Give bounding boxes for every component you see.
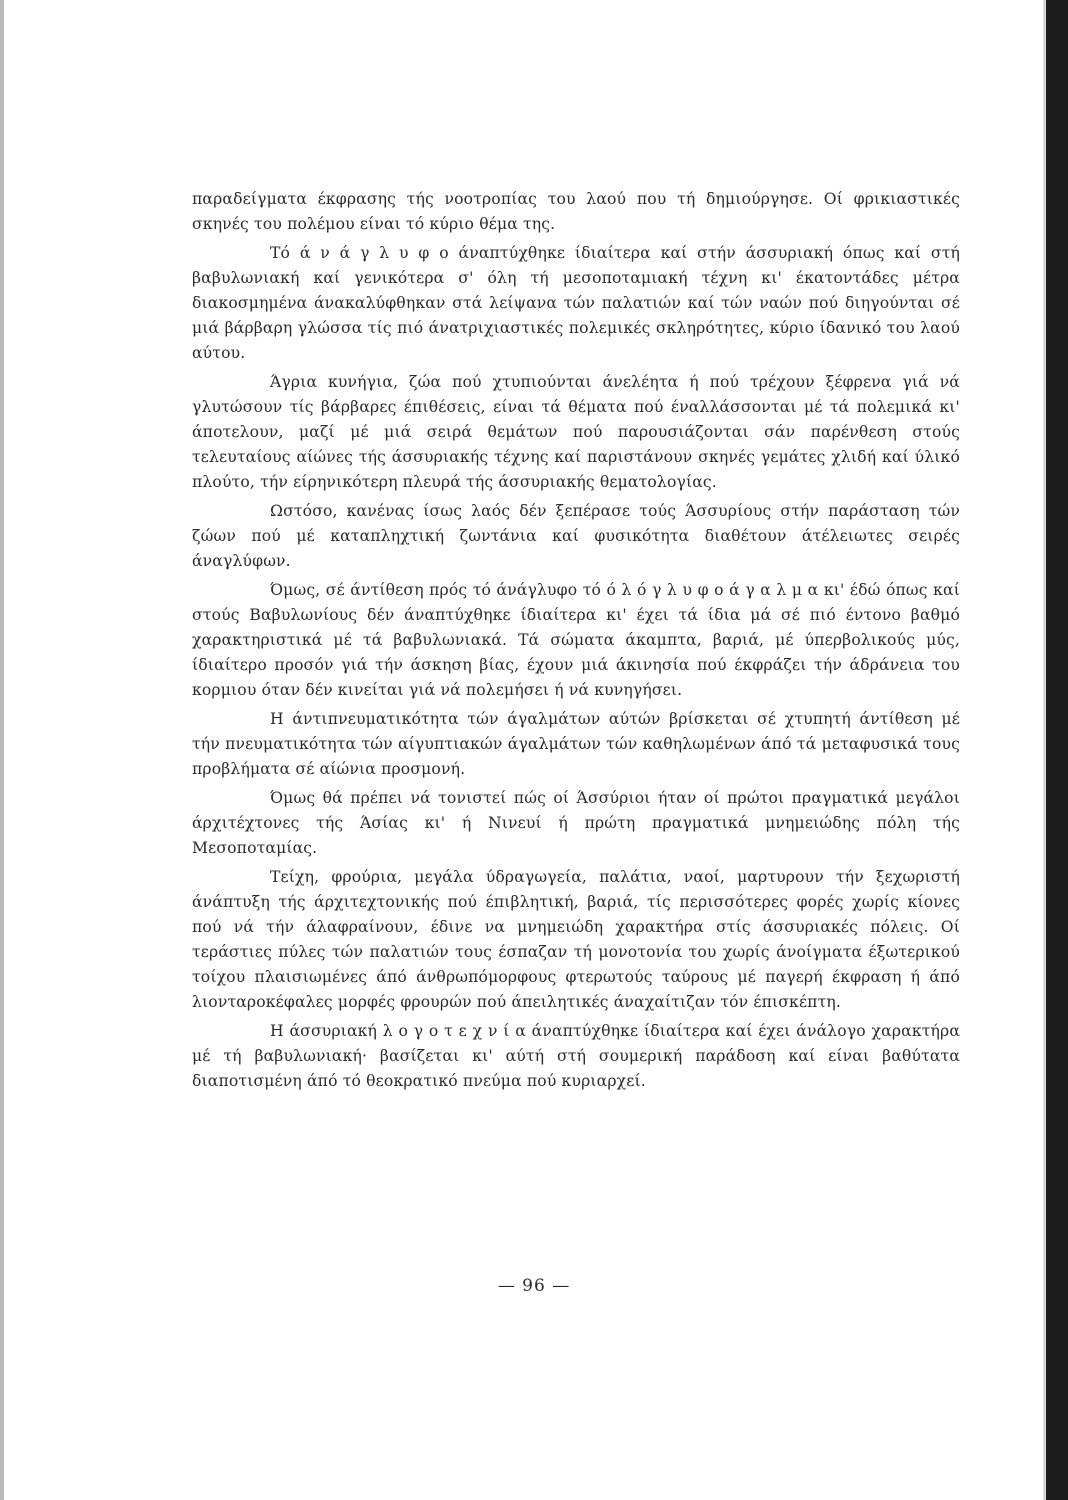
page-edge-right <box>1046 0 1068 1500</box>
body-text <box>192 187 960 1098</box>
paragraph-5: Όμως, σέ άντίθεση πρός τό άνάγλυφο τό ό λ ό γ λ υ φ ο ά γ α λ μ α κι' έδώ όπως καί στούς Βαβυλωνίους δέν άναπτύχθηκε ίδιαίτερα κι' έχει τά ίδια μά σέ πιό έντονο βαθμό χαρακτηριστικά μέ τά βαβυλωνιακά. Τά σώματα άκαμπτα, βαριά, μέ ύπερβολικούς μύς, ίδιαίτερο προσόν γιά τήν άσκηση βίας, έχουν μιά άκινησία πού έκφράζει τήν άδράνεια του κορμιου όταν δέν κινείται γιά νά πολεμήσει ή νά κυνηγήσει. <box>192 581 960 699</box>
paragraph-7: Όμως θά πρέπει νά τονιστεί πώς οί Άσσύριοι ήταν οί πρώτοι πραγματικά μεγάλοι άρχιτέχτονες τής Άσίας κι' ή Νινευί ή πρώτη πραγματικά μνημειώδης πόλη τής Μεσοποταμίας. <box>192 789 960 857</box>
paragraph-8: Τείχη, φρούρια, μεγάλα ύδραγωγεία, παλάτια, ναοί, μαρτυρουν τήν ξεχωριστή άνάπτυξη τής άρχιτεχτονικής πού έπιβλητική, βαριά, τίς περισσότερες φορές χωρίς κίονες πού νά τήν άλαφραίνουν, έδινε να μνημειώδη χαρακτήρα στίς άσσυριακές πόλεις. Οί τεράστιες πύλες τών παλατιών τους έσπαζαν τή μονοτονία του χωρίς άνοίγματα έξωτερικού τοίχου πλαισιωμένες άπό άνθρωπόμορφους φτερωτούς ταύρους μέ παγερή έκφραση ή άπό λιονταροκέφαλες μορφές φρουρών πού άπειλητικές άναχαίτιζαν τόν έπισκέπτη. <box>192 868 960 1011</box>
page-number: — 96 — <box>497 1276 571 1296</box>
paragraph-2: Τό ά ν ά γ λ υ φ ο άναπτύχθηκε ίδιαίτερα καί στήν άσσυριακή όπως καί στή βαβυλωνιακή καί γενικότερα σ' όλη τή μεσοποταμιακή τέχνη κι' έκατοντάδες μέτρα διακοσμημένα άνακαλύφθηκαν στά λείψανα τών παλατιών καί τών ναών πού διηγούνται σέ μιά βάρβαρη γλώσσα τίς πιό άνατριχιαστικές πολεμικές σκληρότητες, κύριο ίδανικό του λαού αύτου. <box>192 244 960 362</box>
paragraph-4: Ωστόσο, κανένας ίσως λαός δέν ξεπέρασε τούς Άσσυρίους στήν παράσταση τών ζώων πού μέ καταπληχτική ζωντάνια καί φυσικότητα διαθέτουν άτέλειωτες σειρές άναγλύφων. <box>192 502 960 570</box>
paragraph-6: Η άντιπνευματικότητα τών άγαλμάτων αύτών βρίσκεται σέ χτυπητή άντίθεση μέ τήν πνευματικότητα τών αίγυπτιακών άγαλμάτων τών καθηλωμένων άπό τά μεταφυσικά τους προβλήματα σέ αίώνια προσμονή. <box>192 710 960 778</box>
paragraph-3: Άγρια κυνήγια, ζώα πού χτυπιούνται άνελέητα ή πού τρέχουν ξέφρενα γιά νά γλυτώσουν τίς βάρβαρες έπιθέσεις, είναι τά θέματα πού έναλλάσσονται μέ τά πολεμικά κι' άποτελουν, μαζί μέ μιά σειρά θεμάτων πού παρουσιάζονται σάν παρένθεση στούς τελευταίους αίώνες τής άσσυριακής τέχνης καί παριστάνουν σκηνές γεμάτες χλιδή καί ύλικό πλούτο, τήν είρηνικότερη πλευρά τής άσσυριακής θεματολογίας. <box>192 373 960 491</box>
page-edge-left <box>0 0 4 1500</box>
paragraph-1: παραδείγματα έκφρασης τής νοοτροπίας του λαού που τή δημιούργησε. Οί φρικιαστικές σκηνές του πολέμου είναι τό κύριο θέμα της. <box>192 190 960 233</box>
paragraph-9: Η άσσυριακή λ ο γ ο τ ε χ ν ί α άναπτύχθηκε ίδιαίτερα καί έχει άνάλογο χαρακτήρα μέ τή βαβυλωνιακή· βασίζεται κι' αύτή στή σουμερική παράδοση καί είναι βαθύτατα διαποτισμένη άπό τό θεοκρατικό πνεύμα πού κυριαρχεί. <box>192 1022 960 1090</box>
